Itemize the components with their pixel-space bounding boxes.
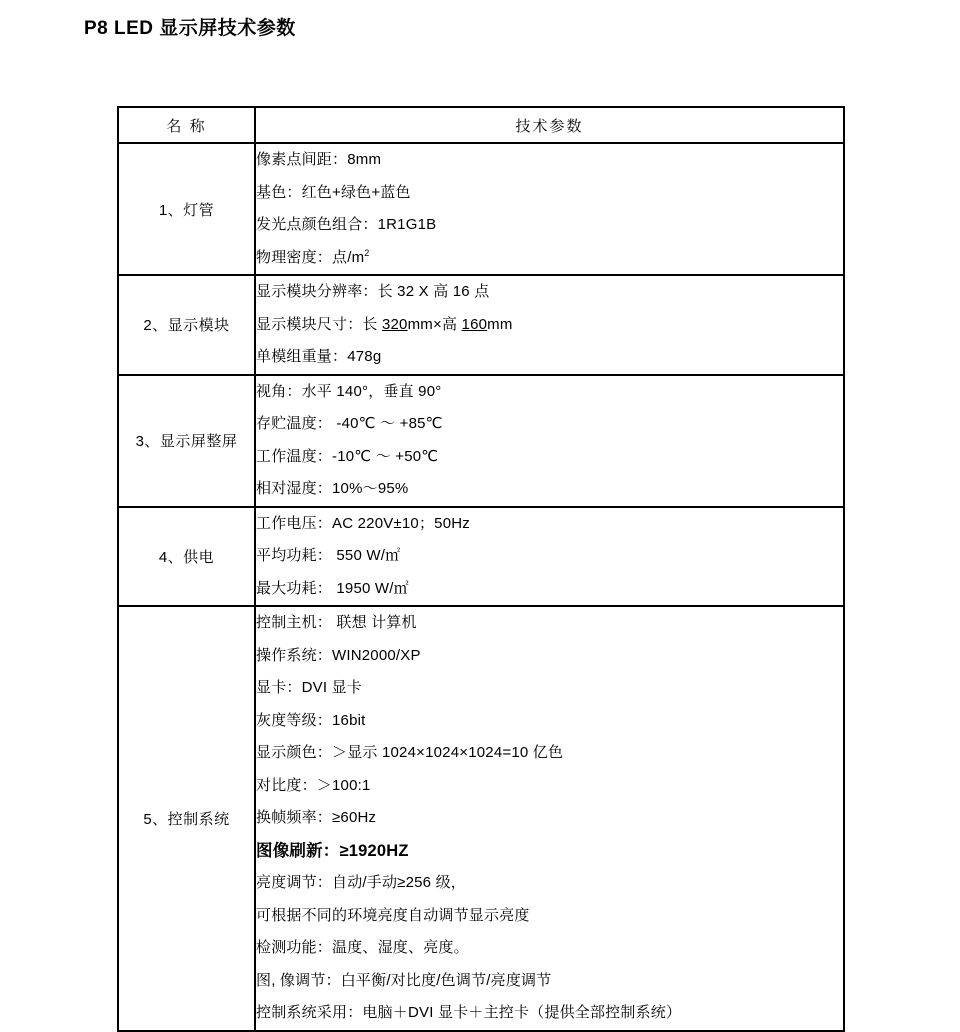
page-title: P8 LED 显示屏技术参数 (84, 18, 296, 39)
spec-line: 单模组重量：478g (256, 348, 382, 365)
spec-line: 灰度等级：16bit (256, 711, 366, 729)
table-row (118, 606, 844, 1031)
table-row (118, 507, 844, 607)
table-row (118, 275, 844, 375)
spec-line: 可根据不同的环境亮度自动调节显示亮度 (256, 906, 530, 924)
spec-line: 图像刷新：≥1920HZ (256, 841, 409, 860)
row-label-cell: 3、显示屏整屏 (118, 375, 255, 507)
spec-line: 控制系统采用：电脑＋DVI 显卡＋主控卡（提供全部控制系统） (256, 1004, 682, 1021)
spec-line: 亮度调节：自动/手动≥256 级， (256, 874, 466, 891)
spec-line: 操作系统：WIN2000/XP (256, 646, 421, 664)
specification-table (117, 106, 845, 1032)
spec-line: 图, 像调节：白平衡/对比度/色调节/亮度调节 (256, 971, 552, 989)
spec-line: 视角：水平 140°，垂直 90° (256, 382, 442, 400)
spec-line: 控制主机： 联想 计算机 (256, 614, 417, 631)
table-header-row (118, 107, 844, 143)
row-label-cell: 5、控制系统 (118, 606, 255, 1031)
spec-line: 显示颜色：＞显示 1024×1024×1024=10 亿色 (256, 744, 564, 761)
spec-line: 像素点间距：8mm (256, 151, 382, 168)
row-value-cell (255, 375, 844, 507)
spec-line: 存贮温度： -40℃ ～ +85℃ (256, 415, 443, 432)
row-label-cell: 2、显示模块 (118, 275, 255, 375)
column-header-value: 技术参数 (255, 107, 844, 143)
row-label-cell: 1、灯管 (118, 143, 255, 275)
spec-line: 相对湿度：10%～95% (256, 480, 409, 497)
row-label-cell: 4、供电 (118, 507, 255, 607)
row-value-cell (255, 606, 844, 1031)
spec-line: 平均功耗： 550 W/㎡ (256, 547, 401, 564)
spec-line: 基色：红色+绿色+蓝色 (256, 183, 411, 201)
table-body (118, 143, 844, 1031)
spec-line: 工作电压：AC 220V±10；50Hz (256, 514, 470, 532)
table-row (118, 143, 844, 275)
spec-line: 最大功耗： 1950 W/㎡ (256, 579, 409, 597)
spec-line: 发光点颜色组合：1R1G1B (256, 216, 437, 233)
table-row (118, 375, 844, 507)
spec-line: 对比度：＞100:1 (256, 776, 371, 794)
spec-line: 检测功能：温度、湿度、亮度。 (256, 939, 469, 956)
row-value-cell (255, 507, 844, 607)
spec-line: 显卡：DVI 显卡 (256, 679, 362, 696)
row-value-cell (255, 143, 844, 275)
spec-line: 物理密度：点$/m^2$ (256, 247, 370, 266)
spec-line: 工作温度：-10℃ ～ +50℃ (256, 447, 439, 465)
row-value-cell (255, 275, 844, 375)
spec-line: 换帧频率：≥60Hz (256, 809, 377, 826)
column-header-name: 名 称 (118, 107, 255, 143)
spec-line: 显示模块分辨率：长 32 X 高 16 点 (256, 283, 490, 300)
spec-line: 显示模块尺寸：长 320mm×高 160mm (256, 315, 513, 333)
